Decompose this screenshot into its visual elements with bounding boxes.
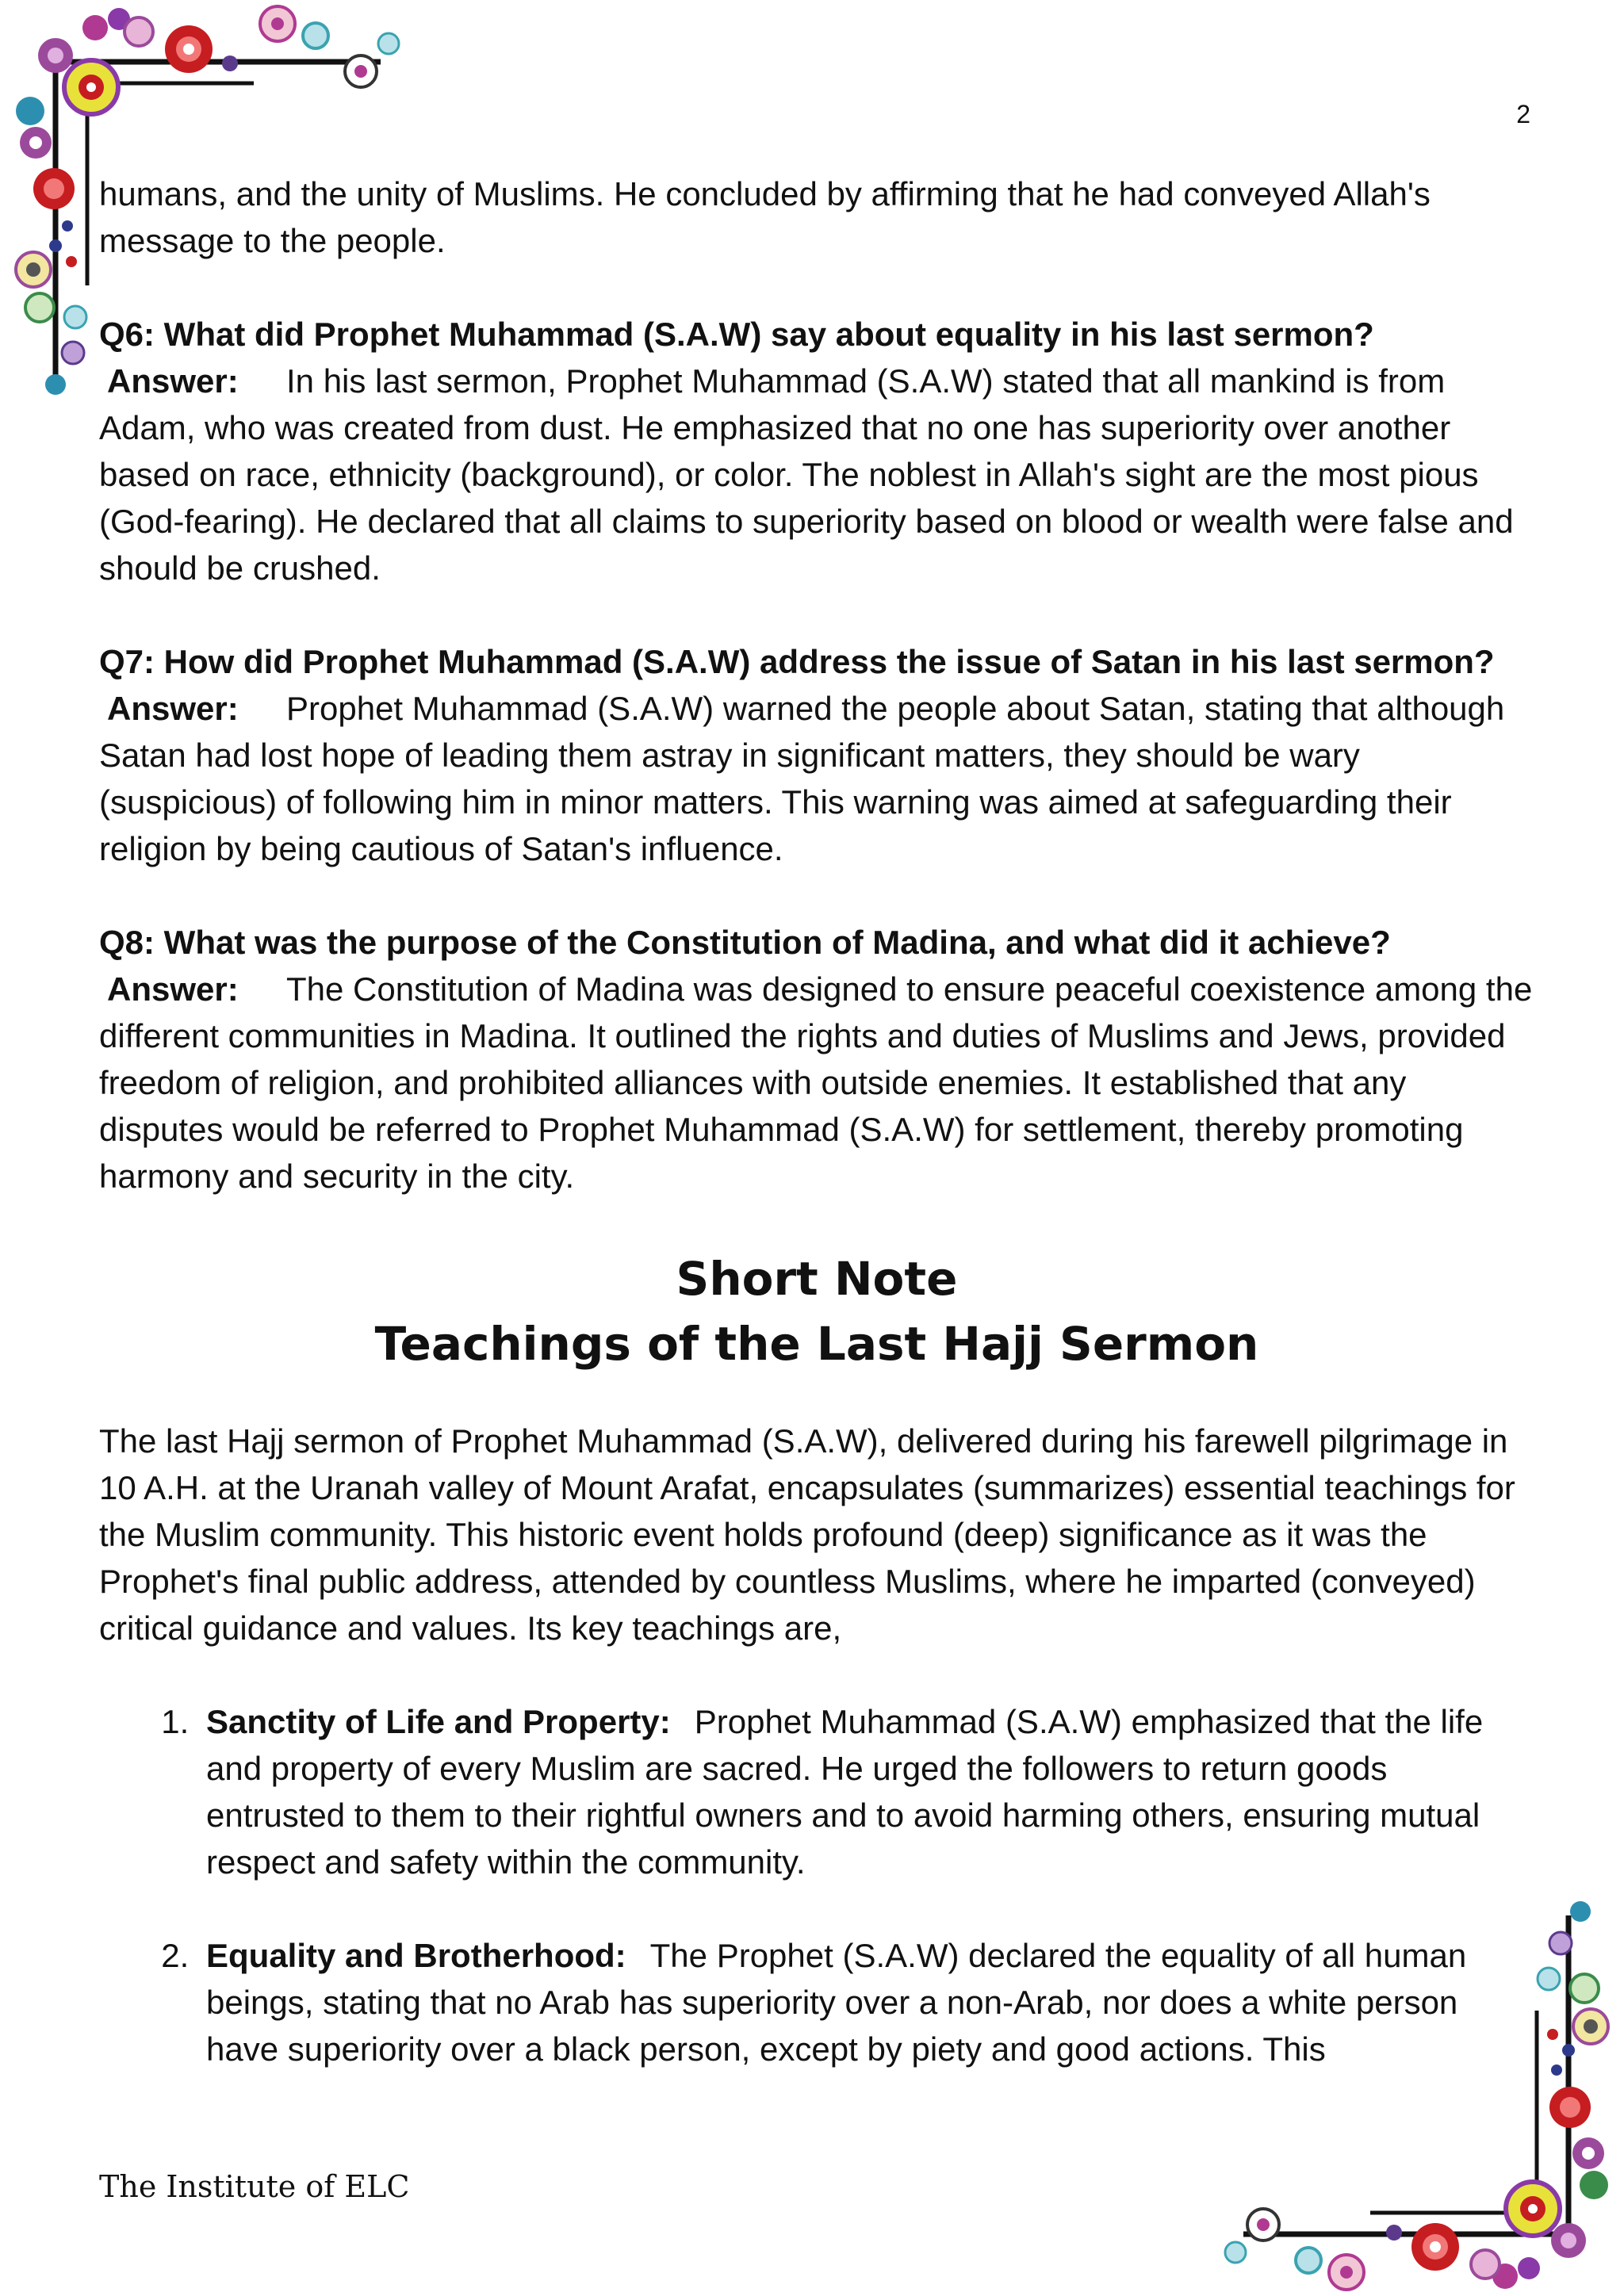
intro-continuation: humans, and the unity of Muslims. He concluded by affirming that he had conveyed Allah's message to the people. xyxy=(99,175,1431,259)
answer-text: Prophet Muhammad (S.A.W) warned the people about Satan, stating that although Satan had lost hope of leading them astray in significant matters, they should be wary (suspicious) of following him in minor matters. This warning was aimed at safeguarding their religion by being cautious of Satan's influence. xyxy=(99,690,1505,867)
answer-q8 xyxy=(99,966,1534,1200)
heading-line-1: Short Note xyxy=(676,1252,958,1306)
teachings-list xyxy=(99,1698,1534,2072)
question-q6: Q6: What did Prophet Muhammad (S.A.W) say about equality in his last sermon? xyxy=(99,316,1374,353)
point-text: Prophet Muhammad (S.A.W) emphasized that the life and property of every Muslim are sacred. He urged the followers to return goods entrusted to them to their rightful owners and to avoid harming others, ensuring mutual respect and safety within the community. xyxy=(206,1703,1484,1881)
list-item xyxy=(198,1932,1534,2072)
question-q8: Q8: What was the purpose of the Constitution of Madina, and what did it achieve? xyxy=(99,924,1391,961)
question-q7: Q7: How did Prophet Muhammad (S.A.W) address the issue of Satan in his last sermon? xyxy=(99,643,1495,680)
short-note-heading xyxy=(99,1246,1534,1376)
answer-q6 xyxy=(99,358,1534,591)
answer-text: The Constitution of Madina was designed to ensure peaceful coexistence among the different communities in Madina. It outlined the rights and duties of Muslims and Jews, provided freedom of religion, and prohibited alliances with outside enemies. It established that any disputes would be referred to Prophet Muhammad (S.A.W) for settlement, thereby promoting harmony and security in the city. xyxy=(99,970,1533,1195)
answer-q7 xyxy=(99,685,1534,872)
point-title: Sanctity of Life and Property: xyxy=(206,1703,671,1740)
answer-label: Answer: xyxy=(107,970,239,1008)
answer-label: Answer: xyxy=(107,690,239,727)
qa-item-q7 xyxy=(99,638,1534,872)
point-text: The Prophet (S.A.W) declared the equality of all human beings, stating that no Arab has superiority over a non-Arab, nor does a white person have superiority over a black person, except by piety and good actions. This xyxy=(206,1937,1467,2068)
heading-line-2: Teachings of the Last Hajj Sermon xyxy=(374,1317,1259,1371)
footer-institute: The Institute of ELC xyxy=(99,2169,410,2204)
answer-label: Answer: xyxy=(107,362,239,400)
page-content xyxy=(99,170,1534,2119)
qa-item-q8 xyxy=(99,919,1534,1200)
point-title: Equality and Brotherhood: xyxy=(206,1937,626,1974)
qa-item-q6 xyxy=(99,311,1534,591)
page-number: 2 xyxy=(1516,100,1530,128)
short-note-intro: The last Hajj sermon of Prophet Muhammad (S.A.W), delivered during his farewell pilgrimage in 10 A.H. at the Uranah valley of Mount Arafat, encapsulates (summarizes) essential teachings for the Muslim community. This historic event holds profound (deep) significance as it was the Prophet's final public address, attended by countless Muslims, where he imparted (conveyed) critical guidance and values. Its key teachings are, xyxy=(99,1422,1515,1647)
answer-text: In his last sermon, Prophet Muhammad (S.A.W) stated that all mankind is from Adam, who was created from dust. He emphasized that no one has superiority over another based on race, ethnicity (background), or color. The noblest in Allah's sight are the most pious (God-fearing). He declared that all claims to superiority based on blood or wealth were false and should be crushed. xyxy=(99,362,1514,587)
list-item xyxy=(198,1698,1534,1885)
